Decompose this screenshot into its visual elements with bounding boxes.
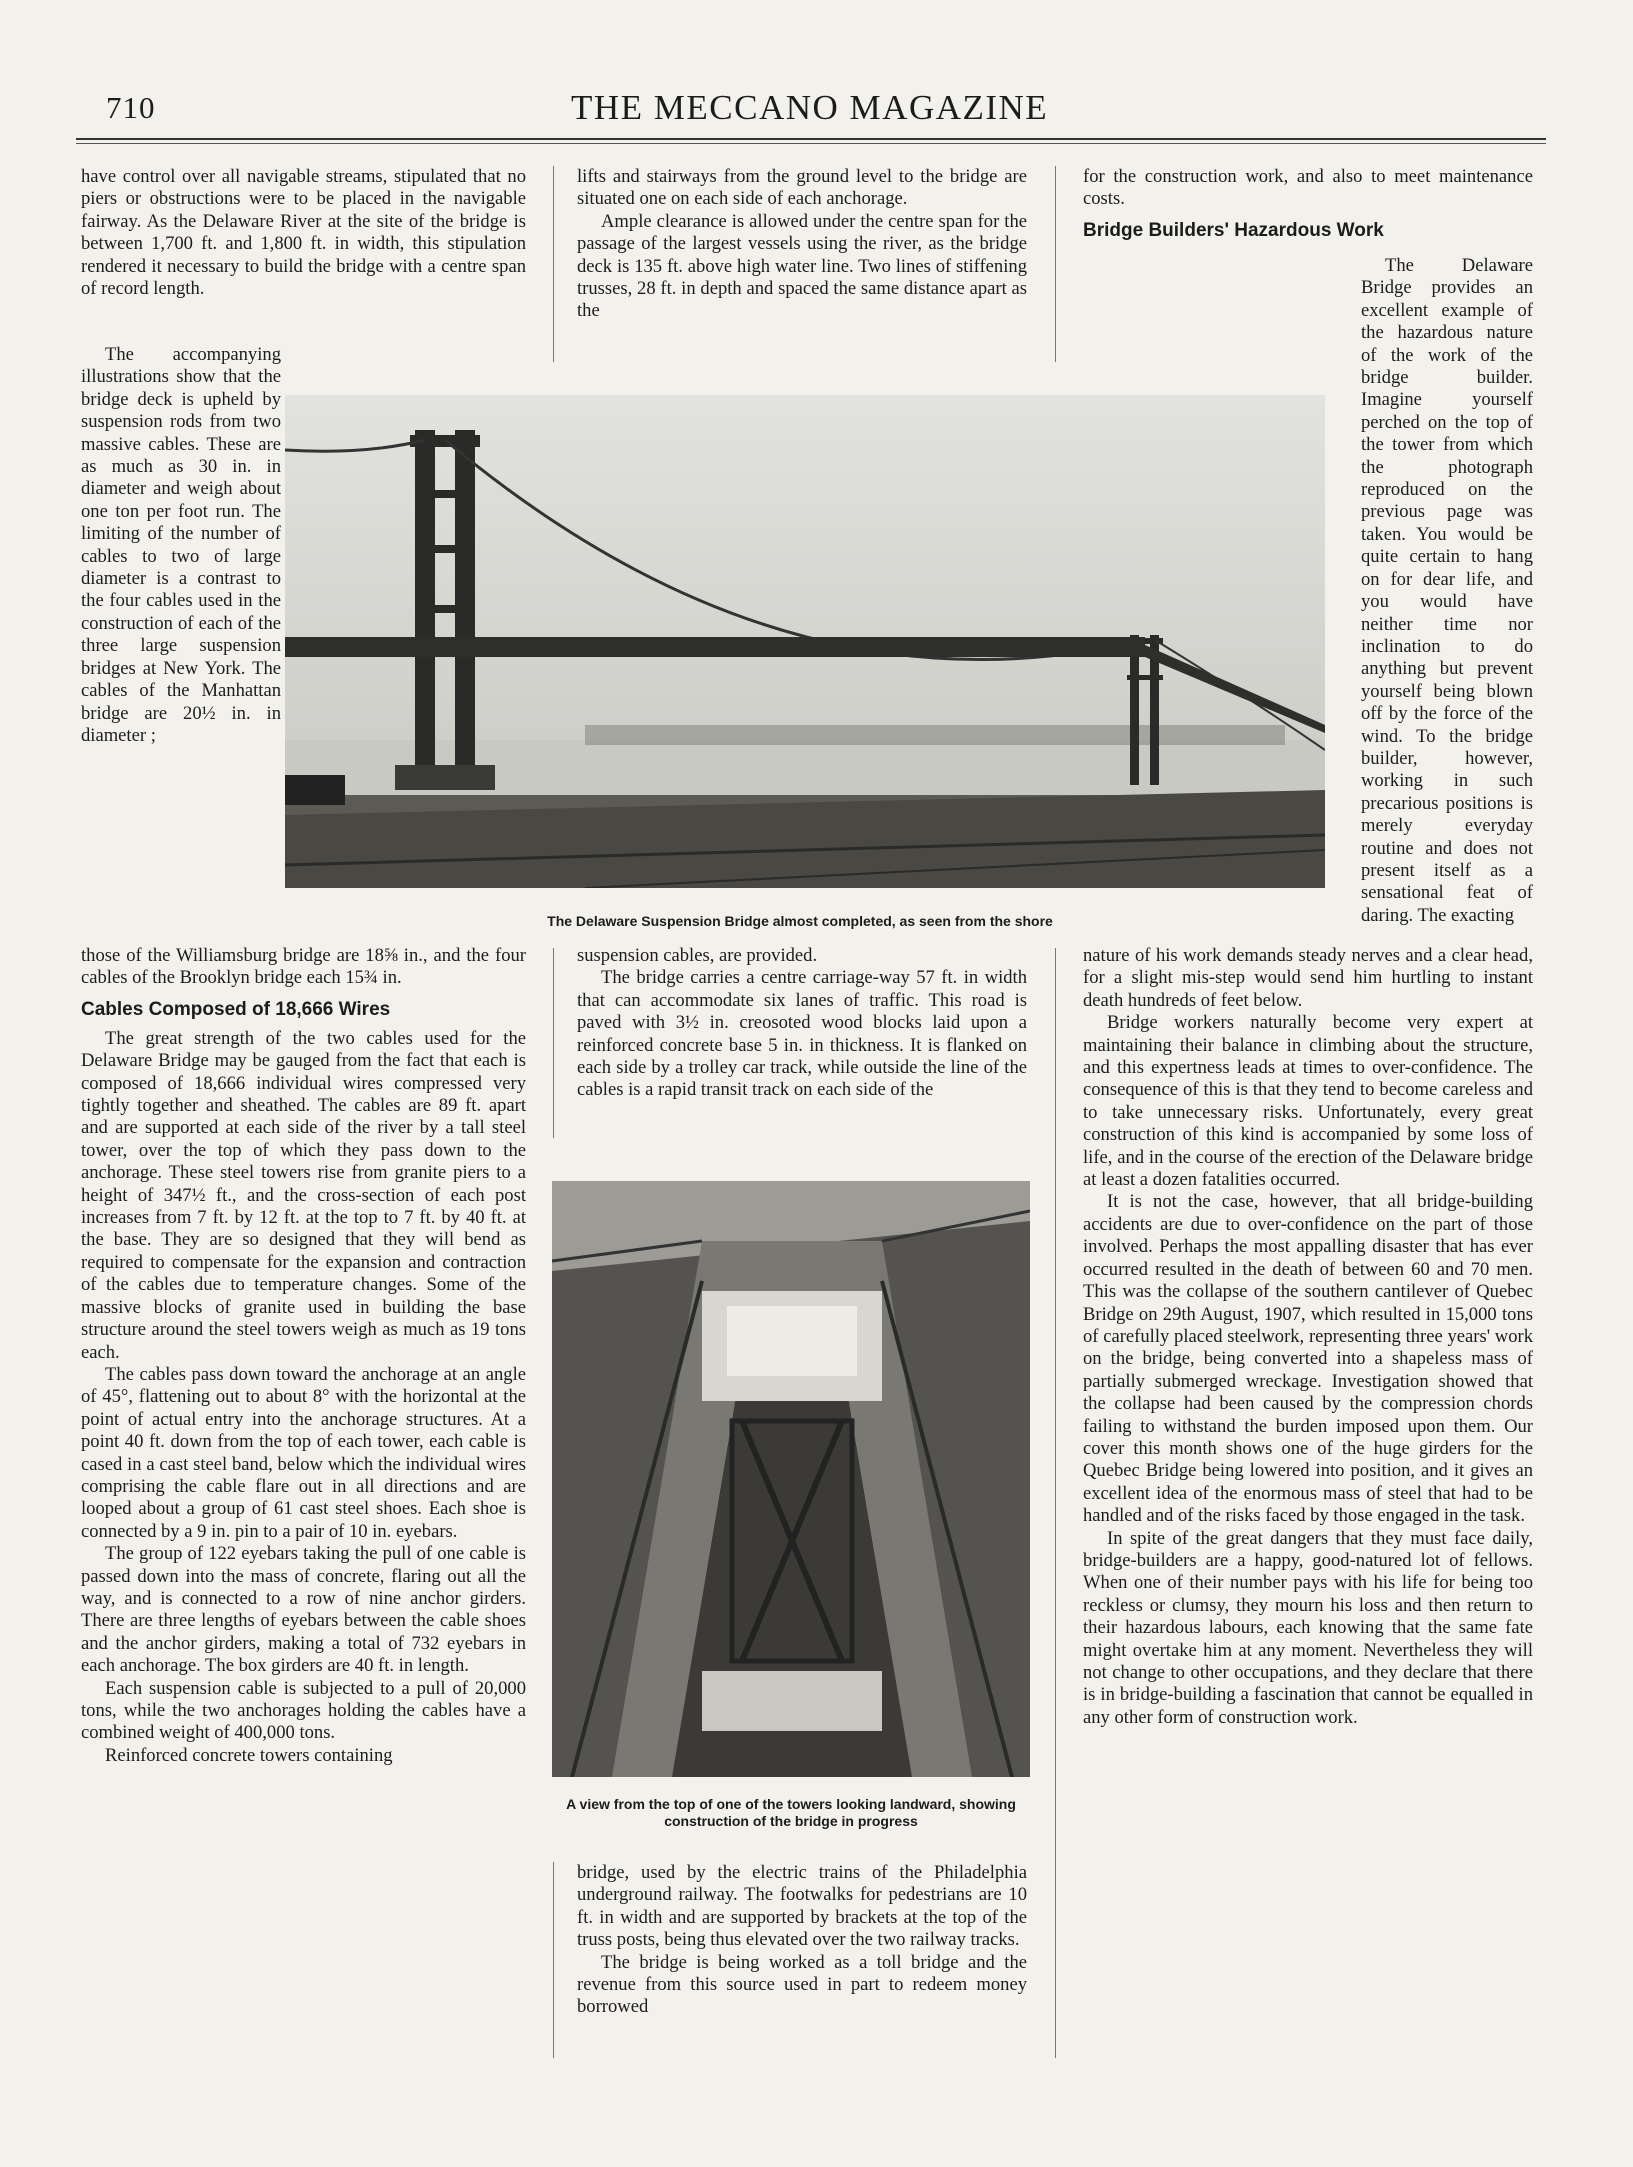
paragraph: have control over all navigable streams, stipulated that no piers or obstructions were to be placed in the navigable fairway. As the Delaware River at the site of the bridge is between 1,700 ft. and 1,800 ft. in width, this stipulation rendered it necessary to build the bridge with a centre span of record length. — [81, 166, 526, 300]
header-rule — [76, 138, 1546, 140]
paragraph: Bridge workers naturally become very expert at maintaining their balance in climbing about the structure, and this expertness leads at times to over-confidence. The consequence of this is that they tend to become careless and to take unnecessary risks. Unfortunately, every great construction of this kind is accompanied by some loss of life, and in the course of the erection of the Delaware bridge at least a dozen fatalities occurred. — [1083, 1012, 1533, 1191]
left-column-top — [81, 166, 526, 300]
float-spacer — [1083, 360, 1361, 945]
paragraph: The cables pass down toward the anchorage at an angle of 45°, flattening out to about 8° with the horizontal at the point of actual entry into the anchorage structures. At a point 40 ft. down from the top of each tower, each cable is cased in a cast steel band, below which the individual wires comprising the cable flare out in all directions and are looped about a group of 61 cast steel shoes. Each shoe is connected by a 9 in. pin to a pair of 10 in. eyebars. — [81, 1363, 526, 1542]
tower-photo-caption: A view from the top of one of the towers looking landward, showing construction of the bridge in progress — [566, 1796, 1016, 1829]
right-column-top — [1083, 166, 1533, 249]
tower-construction-photo — [552, 1181, 1030, 1777]
right-column-lower — [1083, 945, 1533, 2060]
middle-column-middle — [577, 945, 1027, 1140]
paragraph: Each suspension cable is subjected to a pull of 20,000 tons, while the two anchorages holding the cables have a combined weight of 400,000 tons. — [81, 1677, 526, 1744]
column-divider — [553, 948, 554, 1138]
magazine-title: THE MECCANO MAGAZINE — [571, 88, 1049, 127]
paragraph: The group of 122 eyebars taking the pull of one cable is passed down into the mass of concrete, flaring out all the way, and is connected to a row of nine anchor girders. There are three lengths of eyebars between the cable shoes and the anchor girders, making a total of 732 eyebars in each anchorage. The box girders are 40 ft. in length. — [81, 1543, 526, 1677]
paragraph: for the construction work, and also to meet maintenance costs. — [1083, 166, 1533, 210]
paragraph: The bridge is being worked as a toll bridge and the revenue from this source used in part to redeem money borrowed — [577, 1951, 1027, 2018]
paragraph: Reinforced concrete towers containing — [105, 1744, 393, 1766]
paragraph: suspension cables, are provided. — [577, 945, 818, 966]
paragraph: In spite of the great dangers that they must face daily, bridge-builders are a happy, good-natured lot of fellows. When one of their number pays with his life for being too reckless or clumsy, they mourn his loss and then return to their hazardous labours, each knowing that the same fate might overtake him at any moment. Nevertheless they will not change to other occupations, and they declare that there is in bridge-building a fascination that cannot be equalled in any other form of construction work. — [1083, 1527, 1533, 1728]
paragraph: Ample clearance is allowed under the centre span for the passage of the largest vessels using the river, as the bridge deck is 135 ft. above high water line. Two lines of stiffening trusses, 28 ft. in depth and spaced the same distance apart as the — [577, 210, 1027, 322]
paragraph: bridge, used by the electric trains of the Philadelphia underground railway. The footwalks for pedestrians are 10 ft. in width and are supported by brackets at the top of the truss posts, being thus elevated over the two railway tracks. — [577, 1862, 1027, 1951]
column-divider — [1055, 166, 1056, 362]
paragraph: The bridge carries a centre carriage-way 57 ft. in width that can accommodate six lanes of traffic. This road is paved with 3½ in. creosoted wood blocks laid upon a reinforced concrete base 5 in. in thickness. It is flanked on each side by a trolley car track, while outside the line of the cables is a rapid transit track on each side of the — [577, 967, 1027, 1101]
right-column-upper — [1083, 255, 1533, 945]
middle-column-top — [577, 166, 1027, 366]
paragraph: The great strength of the two cables used for the Delaware Bridge may be gauged from the fact that each is composed of 18,666 individual wires compressed very tightly together and sheathed. The cables are 89 ft. apart and are supported at each side of the river by a tall steel tower, over the top of which they pass down to the anchorage. These steel towers rise from granite piers to a height of 347½ ft., and the cross-section of each post increases from 7 ft. by 12 ft. at the top to 7 ft. by 40 ft. at the base. They are so designed that they will bend as required to compensate for the expansion and contraction of the cables due to temperature changes. Some of the massive blocks of granite used in building the base structure around the steel towers weigh as much as 19 tons each. — [81, 1027, 526, 1363]
paragraph: those of the Williamsburg bridge are 18⅝ in., and the four cables of the Brooklyn bridge each 15¾ in. — [81, 945, 526, 989]
paragraph: nature of his work demands steady nerves and a clear head, for a slight mis-step would send him hurtling to instant death hundreds of feet below. — [1083, 945, 1533, 1011]
page-number: 710 — [106, 90, 156, 125]
column-divider — [1055, 948, 1056, 2058]
column-divider — [553, 1862, 554, 2058]
left-column-lower — [81, 945, 526, 2060]
paragraph-text: The accompanying illustrations show that the bridge deck is upheld by suspension rods from two massive cables. These are as much as 30 in. in diameter and weigh about one ton per foot run. The limiting of the number of cables to two of large diameter is a contrast to the four cables used in the construction of each of the three large suspension bridges at New York. The cables of the Manhattan bridge are 20½ in. in diameter ; — [81, 344, 281, 746]
middle-column-bottom — [577, 1862, 1027, 2062]
paragraph: The Delaware Bridge provides an excellent example of the hazardous nature of the work of the bridge builder. Imagine yourself perched on the top of the tower from which the photograph reproduced on the previous page was taken. You would be quite certain to hang on for dear life, and you would have neither time nor inclination to do anything but prevent yourself being blown off by the force of the wind. To the bridge builder, however, working in such precarious positions is merely everyday routine and does not present itself as a sensational feat of daring. The exacting — [1361, 255, 1533, 926]
paragraph: lifts and stairways from the ground level to the bridge are situated one on each side of each anchorage. — [577, 166, 1027, 210]
column-divider — [553, 166, 554, 362]
bridge-photo-caption: The Delaware Suspension Bridge almost completed, as seen from the shore — [547, 913, 1053, 929]
paragraph: It is not the case, however, that all bridge-building accidents are due to over-confidence on the part of those involved. Perhaps the most appalling disaster that has ever occurred resulted in the death of between 60 and 70 men. This was the collapse of the southern cantilever of Quebec Bridge on 29th August, 1907, which resulted in 15,000 tons of carefully placed steelwork, representing three years' work on the bridge, being converted into a shapeless mass of partially submerged wreckage. Investigation showed that the collapse had been caused by the compression chords failing to withstand the burden imposed upon them. Our cover this month shows one of the huge girders for the Quebec Bridge being lowered into position, and it gives an excellent idea of the enormous mass of steel that had to be handled and of the risks faced by those engaged in the task. — [1083, 1191, 1533, 1527]
section-heading: Cables Composed of 18,666 Wires — [81, 998, 391, 1020]
header-rule-thin — [76, 143, 1546, 144]
section-heading: Bridge Builders' Hazardous Work — [1083, 219, 1384, 241]
